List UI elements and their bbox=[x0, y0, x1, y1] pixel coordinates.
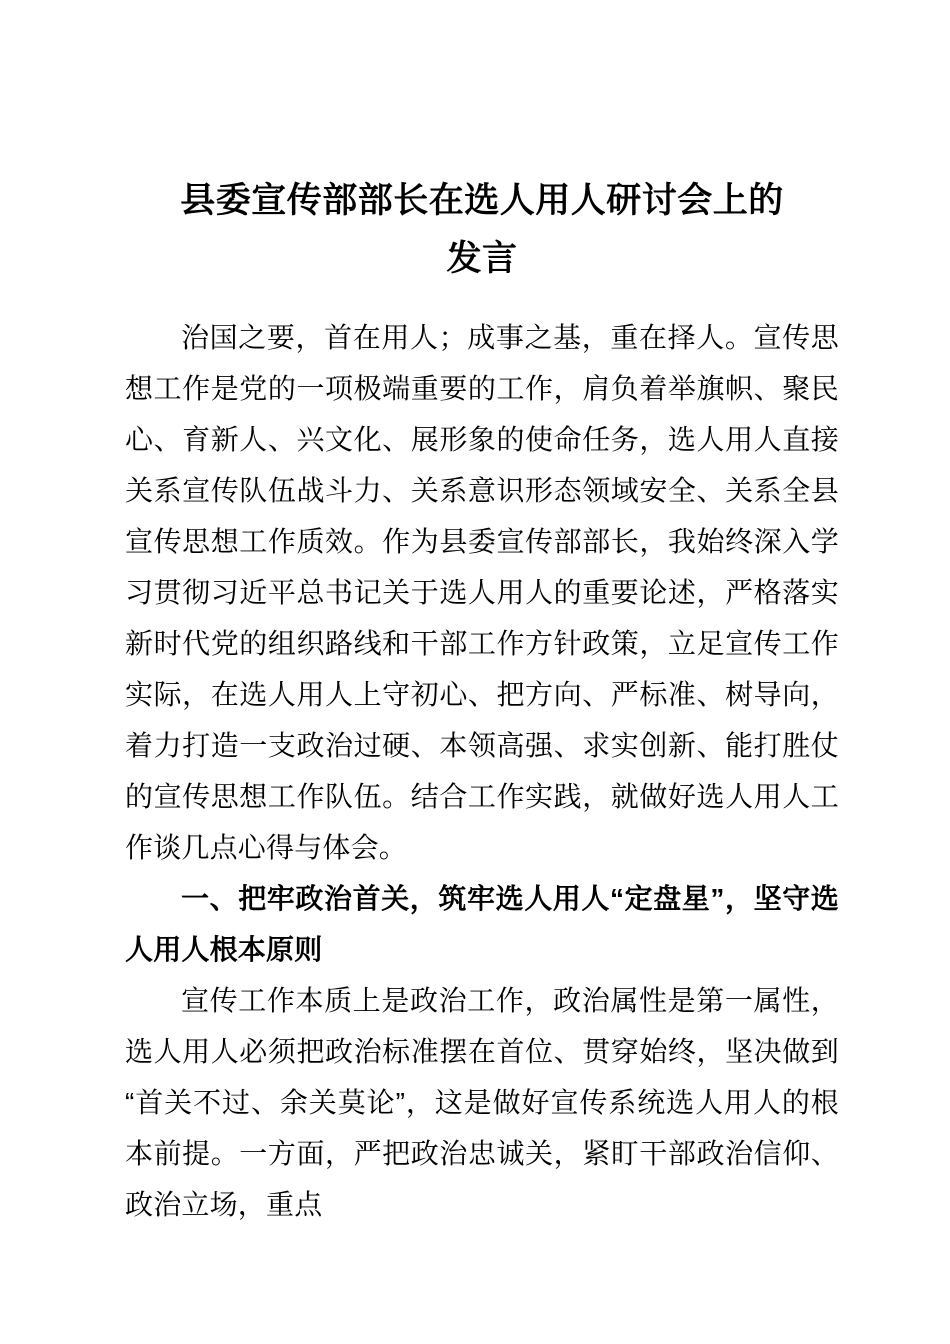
page-title-line-2: 发言 bbox=[446, 239, 518, 278]
page-content bbox=[125, 0, 839, 1230]
page-title bbox=[125, 0, 839, 288]
document-body bbox=[125, 312, 839, 1230]
section-heading-1: 一、把牢政治首关，筑牢选人用人“定盘星”，坚守选人用人根本原则 bbox=[125, 883, 839, 965]
paragraph-intro: 治国之要，首在用人；成事之基，重在择人。宣传思想工作是党的一项极端重要的工作，肩负着举旗帜、聚民心、育新人、兴文化、展形象的使命任务，选人用人直接关系宣传队伍战斗力、关系意识形态领域安全、关系全县宣传思想工作质效。作为县委宣传部部长，我始终深入学习贯彻习近平总书记关于选人用人的重要论述，严格落实新时代党的组织路线和干部工作方针政策，立足宣传工作实际，在选人用人上守初心、把方向、严标准、树导向，着力打造一支政治过硬、本领高强、求实创新、能打胜仗的宣传思想工作队伍。结合工作实践，就做好选人用人工作谈几点心得与体会。 bbox=[125, 322, 839, 863]
paragraph-section-1-body: 宣传工作本质上是政治工作，政治属性是第一属性，选人用人必须把政治标准摆在首位、贯穿始终，坚决做到“首关不过、余关莫论”，这是做好宣传系统选人用人的根本前提。一方面，严把政治忠诚关，紧盯干部政治信仰、政治立场，重点 bbox=[125, 985, 839, 1220]
page-title-line-1: 县委宣传部部长在选人用人研讨会上的 bbox=[180, 181, 784, 220]
